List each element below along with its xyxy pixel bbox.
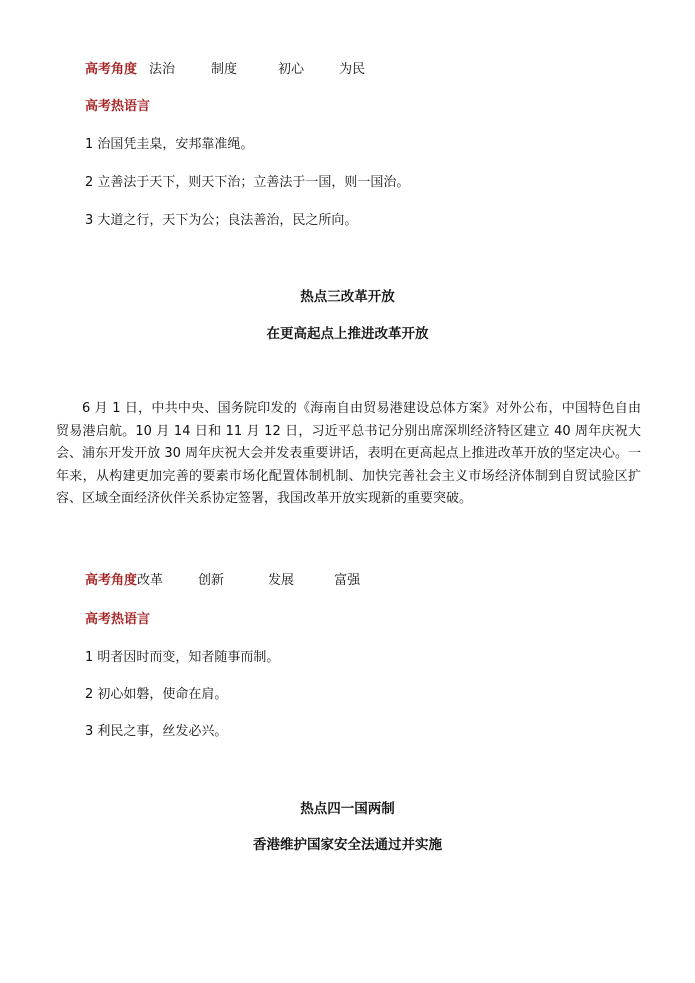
- keyword: 富强: [334, 573, 361, 588]
- section-title: 热点四一国两制: [300, 801, 395, 817]
- quote-item: 3 利民之事，丝发必兴。: [85, 724, 228, 739]
- quote-item: 1 明者因时而变，知者随事而制。: [85, 650, 280, 665]
- quote-item: 2 立善法于天下，则天下治；立善法于一国，则一国治。: [85, 175, 410, 190]
- angle-label: 高考角度: [85, 62, 138, 77]
- quote-item: 3 大道之行，天下为公；良法善治，民之所向。: [85, 213, 358, 228]
- keyword: 为民: [339, 62, 366, 77]
- quotes-label: 高考热语言: [85, 612, 151, 627]
- body-paragraph: 6 月 1 日，中共中央、国务院印发的《海南自由贸易港建设总体方案》对外公布，中国特色自由贸易港启航。10 月 14 日和 11 月 12 日，习近平总书记分别出席深圳经济特区建立 40 周年庆祝大会、浦东开发开放 30 周年庆祝大会并发表重要讲话，表明在更高起点上推进改革开放的坚定决心。一年来，从构建更加完善的要素市场化配置体制机制、加快完善社会主义市场经济体制到自贸试验区扩容、区域全面经济伙伴关系协定签署，我国改革开放实现新的重要突破。: [56, 401, 641, 506]
- angle-row-2: [85, 572, 360, 590]
- angle-row-1: [85, 61, 365, 79]
- keyword: 制度: [211, 62, 238, 77]
- quotes-label: 高考热语言: [85, 99, 151, 114]
- keyword: 创新: [198, 573, 225, 588]
- quote-item: 1 治国凭圭臬，安邦靠准绳。: [85, 137, 254, 152]
- quote-item: 2 初心如磐，使命在肩。: [85, 687, 228, 702]
- section-title: 热点三改革开放: [300, 289, 395, 305]
- angle-label: 高考角度: [85, 573, 138, 588]
- section-subtitle: 香港维护国家安全法通过并实施: [253, 837, 442, 853]
- keyword: 初心: [278, 62, 305, 77]
- keyword: 改革: [137, 573, 164, 588]
- keyword: 法治: [149, 62, 176, 77]
- section-subtitle: 在更高起点上推进改革开放: [266, 326, 429, 342]
- keyword: 发展: [268, 573, 295, 588]
